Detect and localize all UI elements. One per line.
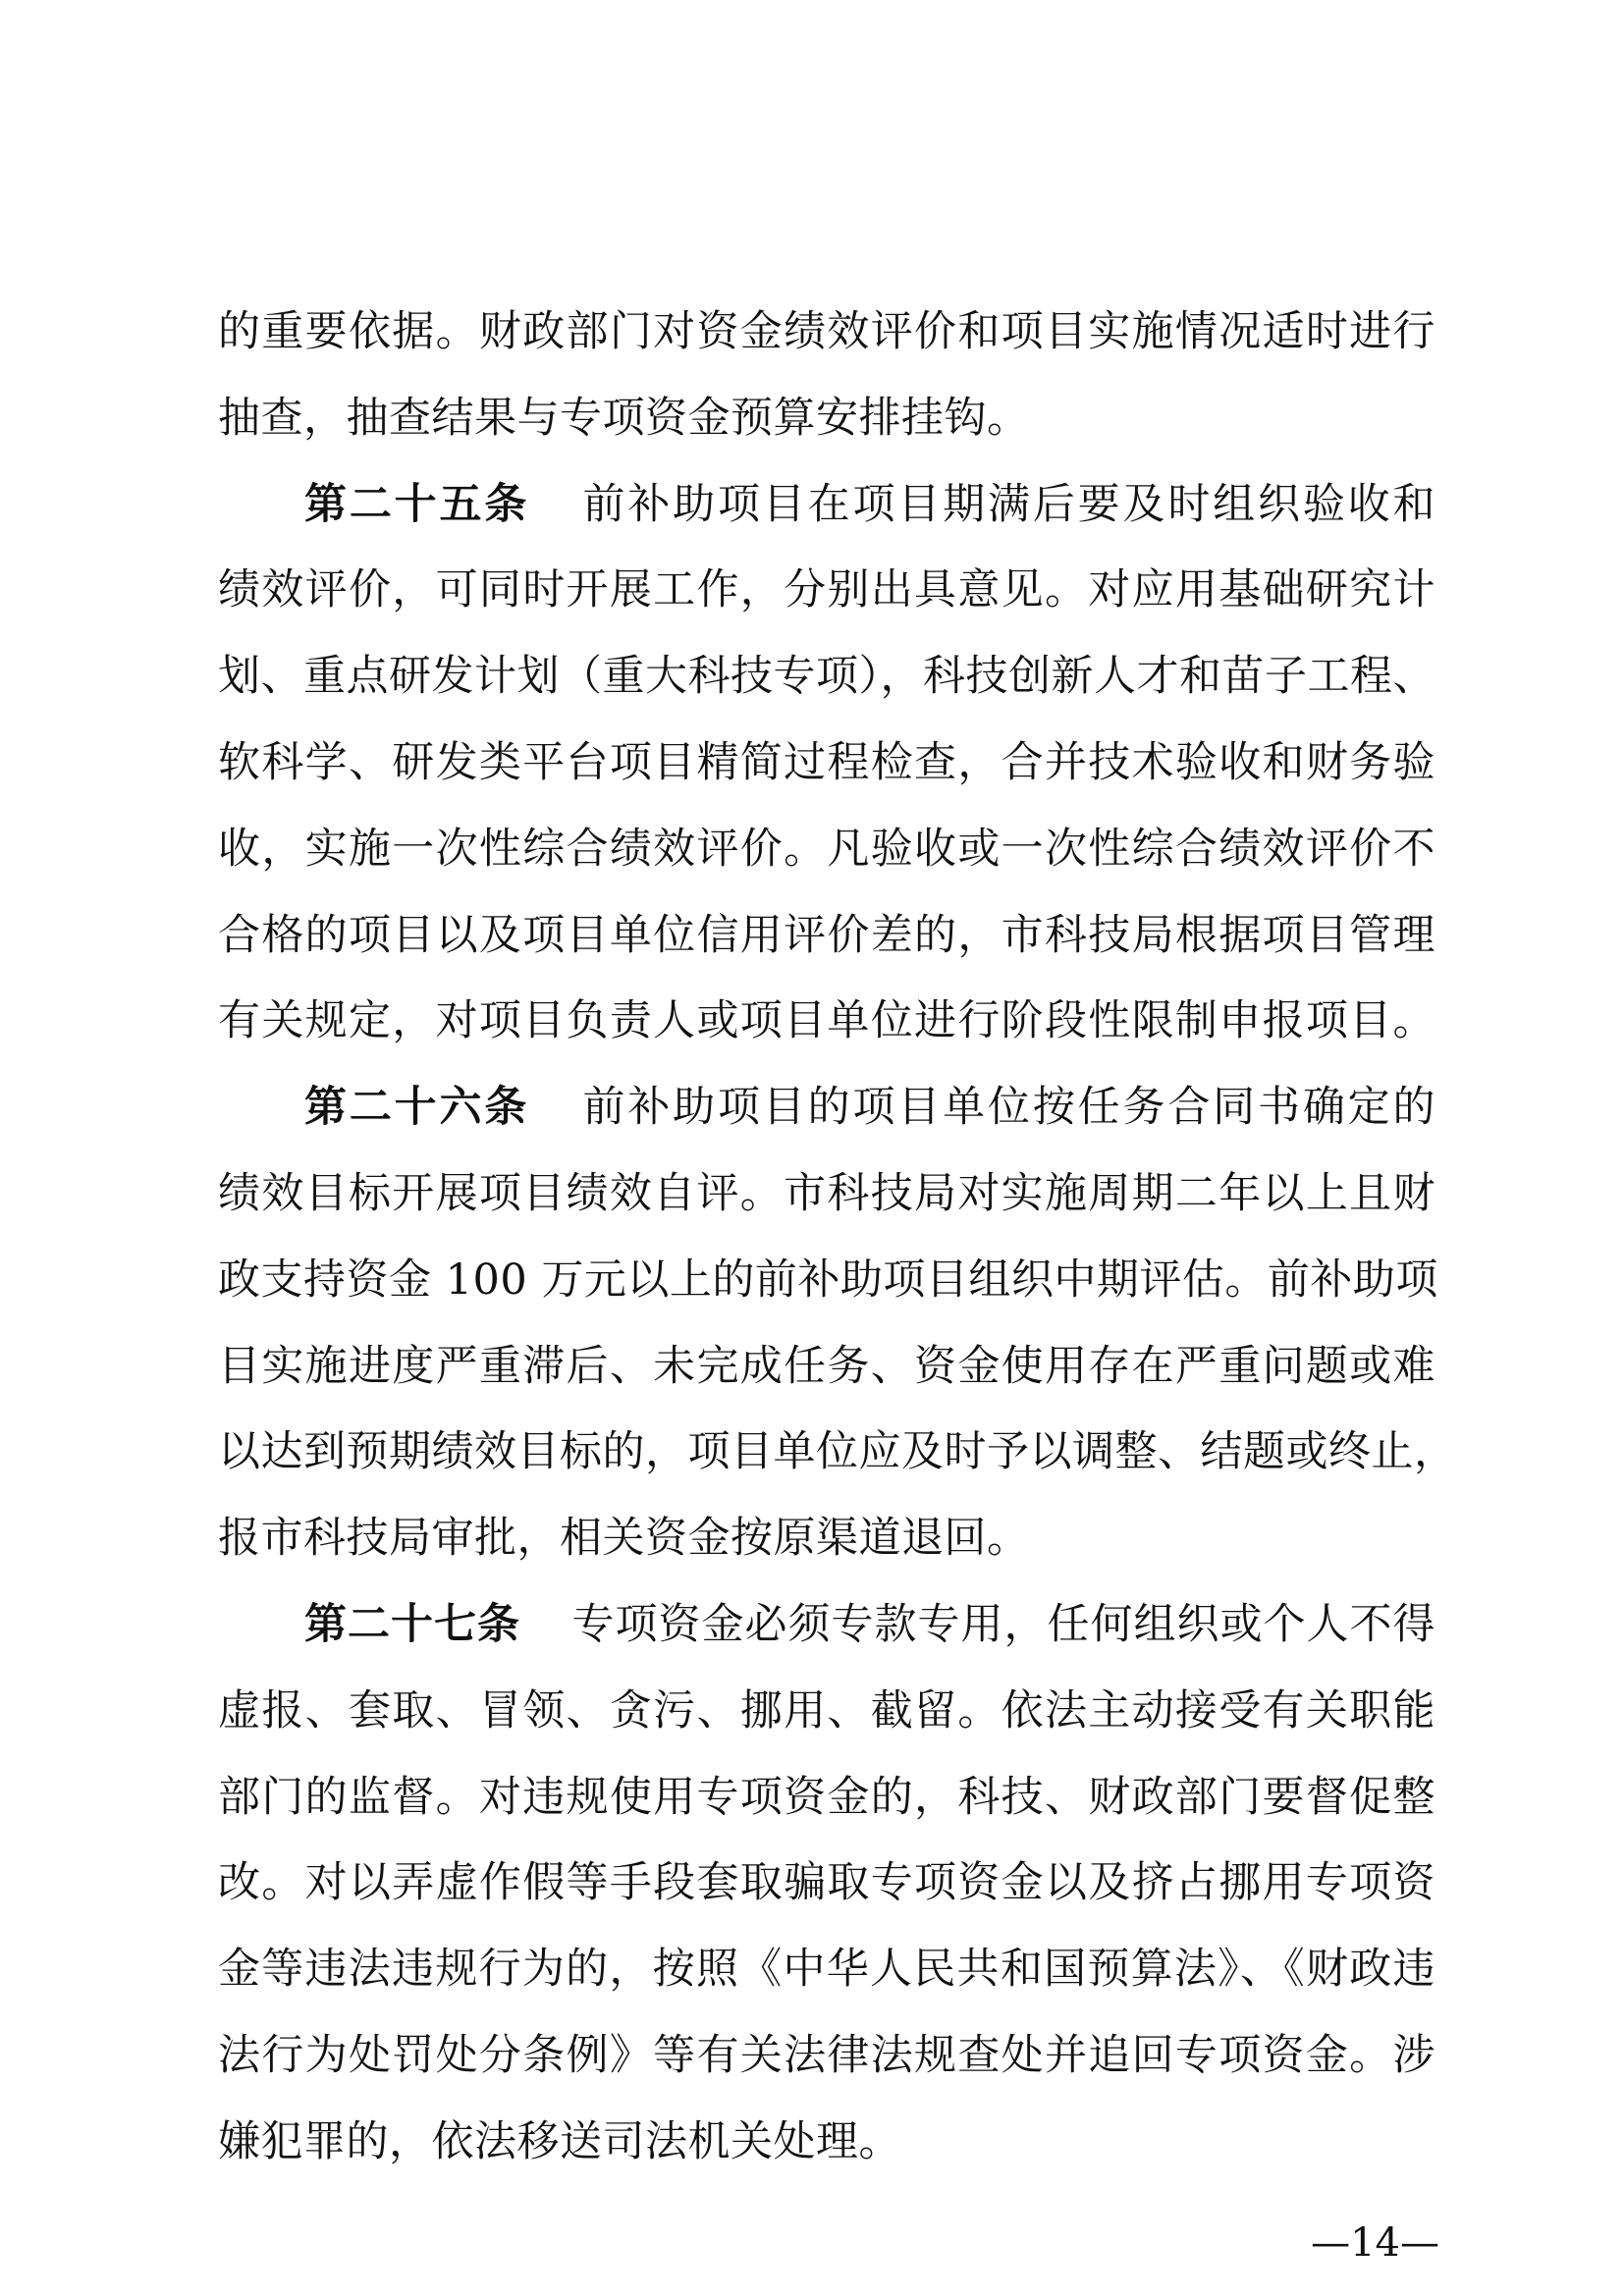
- article-number: 第二十七条: [304, 1599, 520, 1649]
- text-line: 的重要依据。财政部门对资金绩效评价和项目实施情况适时进行: [218, 307, 1435, 356]
- article-text: 前补助项目在项目期满后要及时组织验收和: [580, 479, 1436, 529]
- article-number: 第二十五条: [304, 479, 530, 529]
- article-number: 第二十六条: [304, 1083, 530, 1133]
- text-line: 合格的项目以及项目单位信用评价差的，市科技局根据项目管理: [218, 910, 1435, 960]
- article-25-first-line: [218, 462, 1435, 549]
- text-line: 目实施进度严重滞后、未完成任务、资金使用存在严重问题或难: [218, 1341, 1435, 1391]
- text-line: 嫌犯罪的，依法移送司法机关处理。: [218, 2116, 901, 2166]
- text-line: 金等违法违规行为的，按照《中华人民共和国预算法》、《财政违: [218, 1945, 1435, 1995]
- article-27-first-line: [218, 1582, 1435, 1669]
- text-line: 有关规定，对项目负责人或项目单位进行阶段性限制申报项目。: [218, 996, 1435, 1046]
- article-text: 前补助项目的项目单位按任务合同书确定的: [580, 1083, 1436, 1133]
- text-line: 绩效目标开展项目绩效自评。市科技局对实施周期二年以上且财: [218, 1168, 1435, 1218]
- text-line: 政支持资金 100 万元以上的前补助项目组织中期评估。前补助项: [218, 1255, 1438, 1305]
- text-line: 以达到预期绩效目标的，项目单位应及时予以调整、结题或终止，: [218, 1427, 1457, 1477]
- text-line: 报市科技局审批，相关资金按原渠道退回。: [218, 1514, 1030, 1564]
- text-line: 收，实施一次性综合绩效评价。凡验收或一次性综合绩效评价不: [218, 824, 1435, 874]
- text-line: 法行为处罚处分条例》等有关法律法规查处并追回专项资金。涉: [218, 2030, 1435, 2080]
- text-line: 部门的监督。对违规使用专项资金的，科技、财政部门要督促整: [218, 1772, 1435, 1822]
- article-text: 专项资金必须专款专用，任何组织或个人不得: [571, 1599, 1435, 1649]
- text-line: 改。对以弄虚作假等手段套取骗取专项资金以及挤占挪用专项资: [218, 1858, 1435, 1908]
- article-26-first-line: [218, 1065, 1435, 1151]
- page-number: —14—: [1311, 2220, 1439, 2266]
- text-line: 软科学、研发类平台项目精简过程检查，合并技术验收和财务验: [218, 737, 1435, 787]
- text-line: 抽查，抽查结果与专项资金预算安排挂钩。: [218, 393, 1030, 443]
- body-text: [218, 290, 1457, 2186]
- text-line: 虚报、套取、冒领、贪污、挪用、截留。依法主动接受有关职能: [218, 1685, 1435, 1735]
- text-line: 绩效评价，可同时开展工作，分别出具意见。对应用基础研究计: [218, 565, 1435, 615]
- text-line: 划、重点研发计划（重大科技专项），科技创新人才和苗子工程、: [218, 652, 1435, 702]
